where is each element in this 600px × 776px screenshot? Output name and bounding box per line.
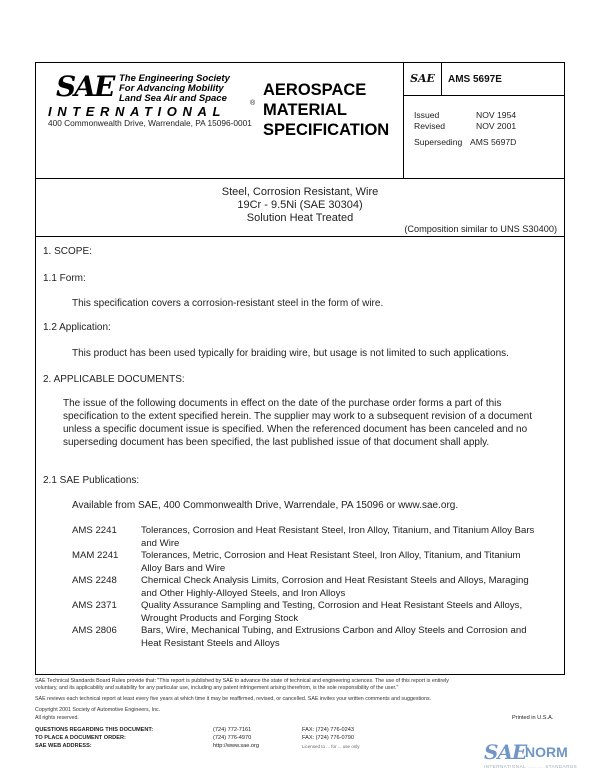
questions-phone: (724) 772-7161 (213, 727, 252, 733)
section-scope-heading: 1. SCOPE: (43, 246, 92, 257)
web-label: SAE WEB ADDRESS: (35, 743, 92, 749)
subject-line-3: Solution Heat Treated (246, 212, 354, 224)
society-tagline: The Engineering Society For Advancing Mobility Land Sea Air and Space (119, 73, 230, 104)
registered-mark: ® (250, 100, 256, 107)
section-sae-pubs-heading: 2.1 SAE Publications: (43, 475, 140, 486)
reference-code: AMS 2371 (72, 600, 117, 611)
order-label: TO PLACE A DOCUMENT ORDER: (35, 735, 126, 741)
sae-norm-subtitle: INTERNATIONAL ......... STANDARDS (484, 764, 578, 769)
document-number: AMS 5697E (448, 74, 502, 85)
superseding-row: Superseding AMS 5697D (414, 137, 517, 147)
section-application-heading: 1.2 Application: (43, 322, 111, 333)
subject-line-2: 19Cr - 9.5Ni (SAE 30304) (237, 199, 363, 211)
revised-row: Revised NOV 2001 (414, 121, 517, 131)
issued-row: Issued NOV 1954 (414, 110, 517, 120)
order-phone: (724) 776-4970 (213, 735, 252, 741)
sae-norm-text: NORM (525, 744, 568, 760)
reference-description: Quality Assurance Sampling and Testing, Corrosion and Heat Resistant Steels and Alloys, Wrought Products and Forging Stock (141, 600, 523, 624)
copyright: Copyright 2001 Society of Automotive Engineers, Inc. (35, 707, 161, 713)
subject-line-1: Steel, Corrosion Resistant, Wire (221, 186, 379, 198)
sae-logo-block (48, 72, 258, 142)
reference-code: AMS 2248 (72, 575, 117, 586)
sae-logo: SAE (56, 70, 114, 103)
section-sae-pubs-text: Available from SAE, 400 Commonwealth Drive, Warrendale, PA 15096 or www.sae.org. (72, 500, 459, 511)
international-label: INTERNATIONAL (48, 104, 226, 119)
sae-norm-logo (484, 740, 594, 772)
web-url[interactable]: http://www.sae.org (213, 743, 260, 749)
sae-norm-mark: SAE (484, 740, 527, 764)
footer-note-1: SAE Technical Standards Board Rules provide that: "This report is published by SAE to advance the state of technical and engineering sciences. The use of this report is entirely (35, 678, 449, 684)
sae-box-logo: SAE (404, 62, 442, 96)
document-info-box (403, 62, 565, 178)
reference-description: Bars, Wire, Mechanical Tubing, and Extrusions Carbon and Alloy Steels and Corrosion and Heat Resistant Steels and Alloys (141, 625, 527, 649)
sae-address: 400 Commonwealth Drive, Warrendale, PA 15096-0001 (48, 118, 252, 128)
section-documents-heading: 2. APPLICABLE DOCUMENTS: (43, 374, 185, 385)
header-divider (35, 178, 565, 179)
reference-description: Tolerances, Corrosion and Heat Resistant Steel, Iron Alloy, Titanium, and Titanium Alloy Bars and Wire (141, 525, 535, 549)
footer-note-2: voluntary, and its applicability and suitability for any particular use, including any patent infringement arising therefrom, is the sole responsibility of the user." (35, 685, 399, 691)
composition-note: (Composition similar to UNS S30400) (404, 224, 557, 234)
footer-note-3: SAE reviews each technical report at least every five years at which time it may be reaffirmed, revised, or cancelled. SAE invites your written comments and suggestions. (35, 696, 432, 702)
reference-code: AMS 2806 (72, 625, 117, 636)
reference-description: Tolerances, Metric, Corrosion and Heat Resistant Steel, Iron Alloy, Titanium, and Titanium Alloy Bars and Wire (141, 550, 521, 574)
section-documents-text: The issue of the following documents in effect on the date of the purchase order forms a part of this specification to the extent specified herein. The supplier may work to a subsequent revision of a document unless a specific document issue is specified. When the referenced document has been canceled and no superseding document has been specified, the last published issue of that document shall apply. (63, 398, 532, 448)
rights-reserved: All rights reserved. (35, 715, 79, 721)
order-fax: FAX: (724) 776-0790 (302, 735, 354, 741)
subject-divider (35, 236, 565, 237)
license-note: Licensed to ... for ... use only (302, 744, 360, 749)
document-type-title: AEROSPACE MATERIAL SPECIFICATION (263, 81, 390, 139)
section-application-text: This product has been used typically for braiding wire, but usage is not limited to such applications. (72, 348, 509, 359)
questions-label: QUESTIONS REGARDING THIS DOCUMENT: (35, 727, 154, 733)
reference-code: MAM 2241 (72, 550, 119, 561)
reference-code: AMS 2241 (72, 525, 117, 536)
printed-in: Printed in U.S.A. (512, 715, 554, 721)
section-form-heading: 1.1 Form: (43, 273, 86, 284)
reference-description: Chemical Check Analysis Limits, Corrosion and Heat Resistant Steels and Alloys, Maraging and Other Highly-Alloyed Steels, and Iron Alloys (141, 575, 529, 599)
questions-fax: FAX: (724) 776-0243 (302, 727, 354, 733)
section-form-text: This specification covers a corrosion-resistant steel in the form of wire. (72, 298, 384, 309)
